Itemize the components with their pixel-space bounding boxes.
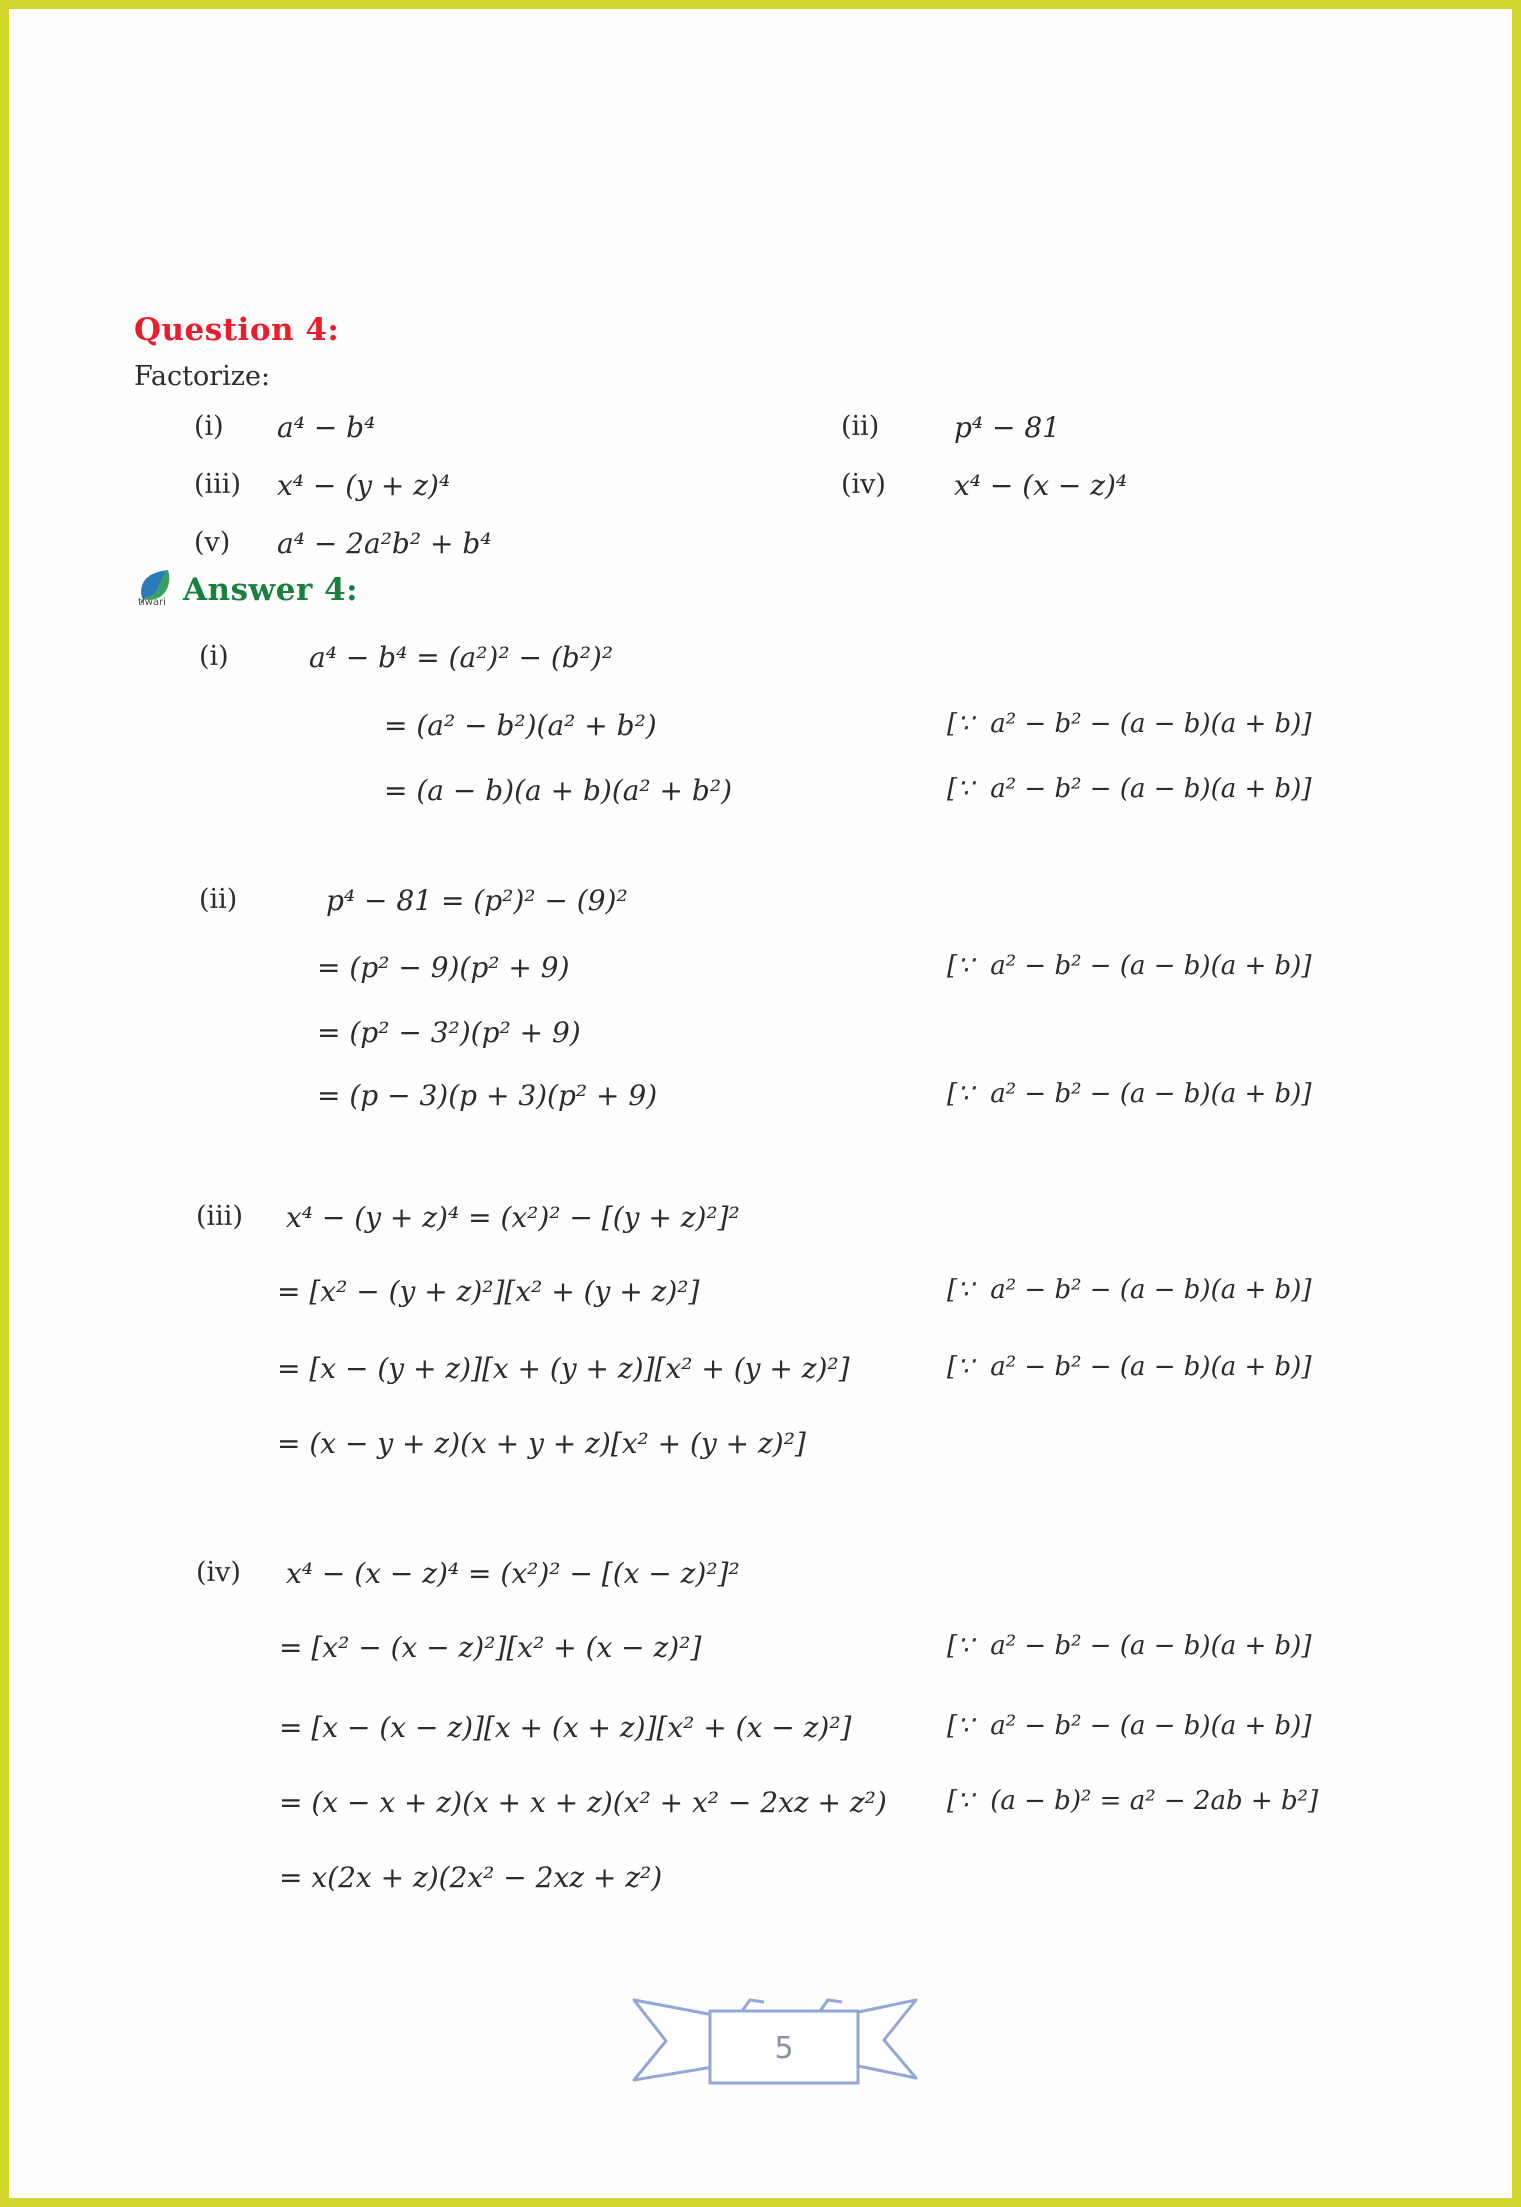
answer-line xyxy=(9,1079,1512,1119)
equation: = [x² − (y + z)²][x² + (y + z)²] xyxy=(277,1275,700,1308)
equation: x⁴ − (y + z)⁴ = (x²)² − [(y + z)²]² xyxy=(286,1201,740,1234)
equation: = (a − b)(a + b)(a² + b²) xyxy=(384,774,732,807)
section-label-iv: (iv) xyxy=(196,1557,241,1588)
identity-note: [∵ a² − b² − (a − b)(a + b)] xyxy=(947,1711,1312,1741)
question-item-row xyxy=(9,411,1512,451)
answer-line xyxy=(9,1016,1512,1056)
identity-note: [∵ a² − b² − (a − b)(a + b)] xyxy=(947,774,1312,804)
answer-line xyxy=(9,1786,1512,1826)
question-title: Question 4: xyxy=(134,312,340,348)
item-expression-iii: x⁴ − (y + z)⁴ xyxy=(277,469,451,502)
item-label-iv: (iv) xyxy=(841,469,886,500)
identity-note: [∵ a² − b² − (a − b)(a + b)] xyxy=(947,951,1312,981)
equation: p⁴ − 81 = (p²)² − (9)² xyxy=(326,884,628,917)
section-label-ii: (ii) xyxy=(199,884,238,915)
section-label-iii: (iii) xyxy=(196,1201,243,1232)
identity-note: [∵ a² − b² − (a − b)(a + b)] xyxy=(947,1275,1312,1305)
answer-line xyxy=(9,1427,1512,1467)
answer-line xyxy=(9,1631,1512,1671)
identity-note: [∵ (a − b)² = a² − 2ab + b²] xyxy=(947,1786,1319,1816)
answer-line xyxy=(9,709,1512,749)
item-label-i: (i) xyxy=(194,411,224,442)
equation: = [x − (y + z)][x + (y + z)][x² + (y + z)²] xyxy=(277,1352,850,1385)
factorize-label: Factorize: xyxy=(134,361,271,392)
item-expression-iv: x⁴ − (x − z)⁴ xyxy=(954,469,1128,502)
page-number: 5 xyxy=(774,2031,794,2066)
answer-line xyxy=(9,1352,1512,1392)
equation: a⁴ − b⁴ = (a²)² − (b²)² xyxy=(309,641,614,674)
item-expression-i: a⁴ − b⁴ xyxy=(277,411,376,444)
item-label-v: (v) xyxy=(194,527,231,558)
equation: = (p² − 9)(p² + 9) xyxy=(317,951,570,984)
answer-line xyxy=(9,1711,1512,1751)
item-label-iii: (iii) xyxy=(194,469,241,500)
equation: = (x − x + z)(x + x + z)(x² + x² − 2xz + z²) xyxy=(279,1786,887,1819)
answer-line xyxy=(9,1275,1512,1315)
answer-line xyxy=(9,951,1512,991)
answer-line xyxy=(9,1861,1512,1901)
equation: = x(2x + z)(2x² − 2xz + z²) xyxy=(279,1861,663,1894)
equation: = (p − 3)(p + 3)(p² + 9) xyxy=(317,1079,658,1112)
equation: = [x − (x − z)][x + (x + z)][x² + (x − z)²] xyxy=(279,1711,852,1744)
identity-note: [∵ a² − b² − (a − b)(a + b)] xyxy=(947,1352,1312,1382)
equation: = [x² − (x − z)²][x² + (x − z)²] xyxy=(279,1631,702,1664)
answer-title: Answer 4: xyxy=(183,572,359,608)
tiwari-logo-text: tiwari xyxy=(138,597,166,608)
item-expression-v: a⁴ − 2a²b² + b⁴ xyxy=(277,527,492,560)
question-item-row xyxy=(9,527,1512,567)
equation: = (a² − b²)(a² + b²) xyxy=(384,709,657,742)
section-label-i: (i) xyxy=(199,641,229,672)
item-label-ii: (ii) xyxy=(841,411,880,442)
answer-line xyxy=(9,774,1512,814)
answer-line xyxy=(9,1557,1512,1597)
item-expression-ii: p⁴ − 81 xyxy=(954,411,1061,444)
question-item-row xyxy=(9,469,1512,509)
equation: x⁴ − (x − z)⁴ = (x²)² − [(x − z)²]² xyxy=(286,1557,740,1590)
answer-line xyxy=(9,1201,1512,1241)
identity-note: [∵ a² − b² − (a − b)(a + b)] xyxy=(947,709,1312,739)
answer-line xyxy=(9,884,1512,924)
equation: = (x − y + z)(x + y + z)[x² + (y + z)²] xyxy=(277,1427,806,1460)
equation: = (p² − 3²)(p² + 9) xyxy=(317,1016,581,1049)
identity-note: [∵ a² − b² − (a − b)(a + b)] xyxy=(947,1631,1312,1661)
answer-line xyxy=(9,641,1512,681)
identity-note: [∵ a² − b² − (a − b)(a + b)] xyxy=(947,1079,1312,1109)
